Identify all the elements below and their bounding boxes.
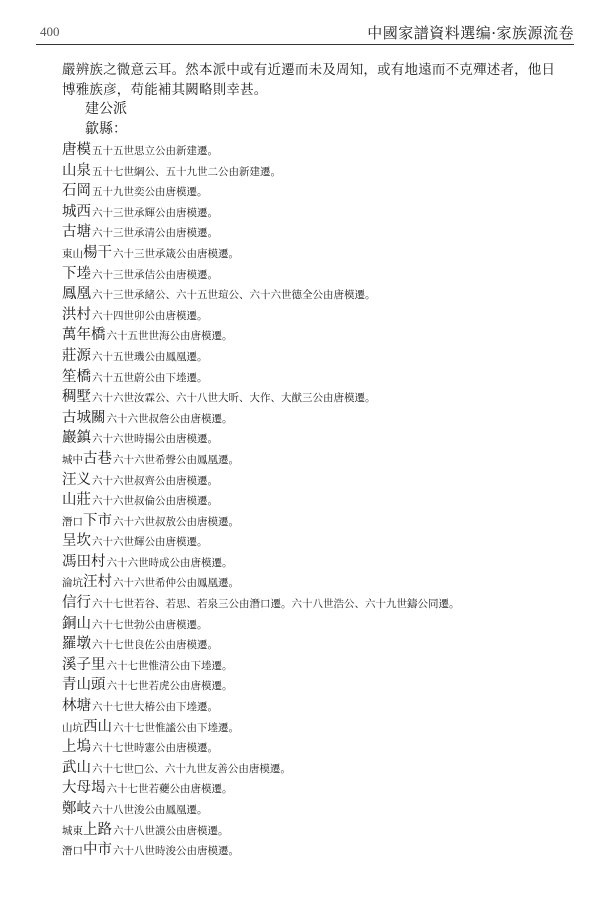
place-name: 羅墩 bbox=[62, 636, 91, 653]
place-name: 萬年橋 bbox=[62, 327, 106, 344]
place-name: 鳳凰 bbox=[62, 286, 91, 303]
migration-note: 六十六世叔詹公由唐模遷。 bbox=[106, 412, 233, 425]
migration-note: 六十三世承輝公由唐模遷。 bbox=[92, 206, 218, 219]
migration-note: 六十四世卯公由唐模遷。 bbox=[92, 309, 208, 322]
place-name: 西山 bbox=[83, 718, 112, 735]
migration-note: 六十七世良佐公由唐模遷。 bbox=[92, 639, 218, 652]
list-item bbox=[62, 283, 460, 304]
migration-note: 六十六世叔敖公由唐模遷。 bbox=[113, 515, 239, 528]
place-name: 銅山 bbox=[62, 615, 91, 632]
migration-note: 五十七世綱公、五十九世二公由新建遷。 bbox=[92, 165, 281, 178]
migration-note: 六十五世蔚公由下堘遷。 bbox=[92, 371, 208, 384]
list-item bbox=[62, 160, 460, 181]
place-name: 下堘 bbox=[62, 265, 91, 282]
migration-note: 五十九世奕公由唐模遷。 bbox=[92, 186, 208, 199]
place-prefix: 潛口 bbox=[62, 515, 83, 528]
migration-note: 六十七世若谷、若思、若泉三公由潛口遷。六十八世浩公、六十九世鑄公同遷。 bbox=[92, 598, 460, 611]
list-item bbox=[62, 469, 460, 490]
list-item bbox=[62, 263, 460, 284]
migration-note: 五十五世思立公由新建遷。 bbox=[92, 145, 218, 157]
list-item bbox=[62, 180, 460, 201]
place-name: 溪子里 bbox=[62, 656, 106, 673]
running-title: 中國家譜資料選编·家族源流卷 bbox=[367, 24, 574, 42]
migration-note: 六十六世叔齊公由唐模遷。 bbox=[92, 474, 218, 487]
place-name: 上路 bbox=[83, 821, 112, 838]
place-name: 馮田村 bbox=[62, 553, 106, 570]
list-item bbox=[62, 324, 460, 345]
list-item bbox=[62, 386, 460, 407]
migration-note: 六十六世希聲公由鳳凰遷。 bbox=[113, 453, 239, 466]
place-name: 武山 bbox=[62, 759, 91, 776]
list-item bbox=[62, 448, 460, 469]
place-prefix: 城東 bbox=[62, 824, 83, 837]
migration-note: 六十五世世海公由唐模遷。 bbox=[106, 330, 233, 343]
list-item bbox=[62, 736, 460, 757]
migration-note: 六十八世謨公由唐模遷。 bbox=[113, 824, 229, 837]
migration-list bbox=[62, 139, 460, 860]
county-heading: 歙縣： bbox=[85, 121, 127, 137]
migration-note: 六十三世承箴公由唐模遷。 bbox=[113, 247, 239, 260]
list-item bbox=[62, 510, 460, 531]
migration-note: 六十七世勃公由唐模遷。 bbox=[92, 618, 208, 631]
migration-note: 六十三世承清公由唐模遷。 bbox=[92, 227, 218, 240]
migration-note: 六十八世浚公由鳳凰遷。 bbox=[92, 804, 208, 816]
place-name: 山莊 bbox=[62, 492, 91, 509]
list-item bbox=[62, 819, 460, 840]
migration-note: 六十六世時成公由唐模遷。 bbox=[106, 556, 233, 569]
place-name: 林塘 bbox=[62, 698, 91, 715]
place-name: 鄭岐 bbox=[62, 801, 91, 817]
list-item bbox=[62, 366, 460, 387]
list-item bbox=[62, 407, 460, 428]
migration-note: 六十六世輝公由唐模遷。 bbox=[92, 536, 208, 549]
place-name: 楊干 bbox=[83, 244, 112, 261]
place-name: 古塘 bbox=[62, 224, 91, 241]
place-name: 信行 bbox=[62, 595, 91, 612]
migration-note: 六十七世惟清公由下堘遷。 bbox=[106, 659, 233, 672]
place-name: 上塢 bbox=[62, 739, 91, 756]
list-item bbox=[62, 221, 460, 242]
place-name: 下市 bbox=[83, 512, 112, 529]
intro-paragraph bbox=[62, 60, 562, 100]
intro-text: 嚴辨族之微意云耳。然本派中或有近遷而未及周知，或有地遠而不克殫述者，他日博雅族彦，苟能補其闕略則幸甚。 bbox=[62, 62, 556, 98]
list-item bbox=[62, 716, 460, 737]
list-item bbox=[62, 633, 460, 654]
place-name: 笙橋 bbox=[62, 368, 91, 385]
migration-note: 六十五世璣公由鳳凰遷。 bbox=[92, 350, 208, 363]
place-name: 石岡 bbox=[62, 183, 91, 200]
place-name: 呈坎 bbox=[62, 533, 91, 550]
place-name: 大母堨 bbox=[62, 780, 106, 797]
place-name: 巖鎮 bbox=[62, 430, 91, 447]
migration-note: 六十七世時憲公由唐模遷。 bbox=[92, 742, 218, 755]
branch-heading: 建公派 bbox=[85, 101, 127, 117]
list-item bbox=[62, 489, 460, 510]
list-item bbox=[62, 839, 460, 860]
list-item bbox=[62, 571, 460, 592]
migration-note: 六十六世希仲公由鳳凰遷。 bbox=[113, 577, 239, 590]
list-item bbox=[62, 695, 460, 716]
place-name: 山泉 bbox=[62, 162, 91, 179]
place-name: 汪村 bbox=[83, 574, 112, 591]
place-prefix: 淪坑 bbox=[62, 577, 83, 590]
list-item bbox=[62, 613, 460, 634]
place-name: 洪村 bbox=[62, 306, 91, 323]
running-header bbox=[36, 22, 574, 45]
list-item bbox=[62, 654, 460, 675]
place-prefix: 山坑 bbox=[62, 721, 83, 734]
migration-note: 六十三世承佶公由唐模遷。 bbox=[92, 268, 218, 281]
list-item bbox=[62, 304, 460, 325]
list-item bbox=[62, 757, 460, 778]
migration-note: 六十六世叔倫公由唐模遷。 bbox=[92, 495, 218, 508]
list-item bbox=[62, 242, 460, 263]
list-item bbox=[62, 777, 460, 798]
place-name: 中市 bbox=[83, 842, 112, 859]
migration-note: 六十八世時浚公由唐模遷。 bbox=[113, 845, 239, 858]
list-item bbox=[62, 427, 460, 448]
page-number: 400 bbox=[40, 24, 60, 39]
migration-note: 六十七世大椿公由下堘遷。 bbox=[92, 701, 218, 714]
migration-note: 六十七世若虁公由唐模遷。 bbox=[106, 783, 233, 796]
list-item bbox=[62, 530, 460, 551]
place-prefix: 城中 bbox=[62, 453, 83, 466]
place-prefix: 東山 bbox=[62, 247, 83, 260]
migration-note: 六十七世若虎公由唐模遷。 bbox=[106, 680, 233, 693]
place-prefix: 潛口 bbox=[62, 845, 83, 858]
migration-note: 六十七世惟謐公由下堘遷。 bbox=[113, 721, 239, 734]
list-item bbox=[62, 592, 460, 613]
place-name: 古巷 bbox=[83, 450, 112, 467]
list-item bbox=[62, 798, 460, 819]
migration-note: 六十三世承緒公、六十五世瑄公、六十六世德全公由唐模遷。 bbox=[92, 289, 376, 302]
migration-note: 六十六世汝霖公、六十八世大昕、大作、大猷三公由唐模遷。 bbox=[92, 392, 376, 405]
place-name: 青山頭 bbox=[62, 677, 106, 694]
list-item bbox=[62, 139, 460, 160]
list-item bbox=[62, 674, 460, 695]
list-item bbox=[62, 201, 460, 222]
place-name: 汪义 bbox=[62, 471, 91, 488]
place-name: 城西 bbox=[62, 203, 91, 220]
place-name: 莊源 bbox=[62, 347, 91, 364]
list-item bbox=[62, 345, 460, 366]
migration-note: 六十六世時揚公由唐模遷。 bbox=[92, 433, 218, 446]
place-name: 稠墅 bbox=[62, 389, 91, 406]
migration-note: 六十七世□公、六十九世友善公由唐模遷。 bbox=[92, 762, 291, 775]
place-name: 古城關 bbox=[62, 409, 106, 426]
place-name: 唐模 bbox=[62, 142, 91, 158]
list-item bbox=[62, 551, 460, 572]
